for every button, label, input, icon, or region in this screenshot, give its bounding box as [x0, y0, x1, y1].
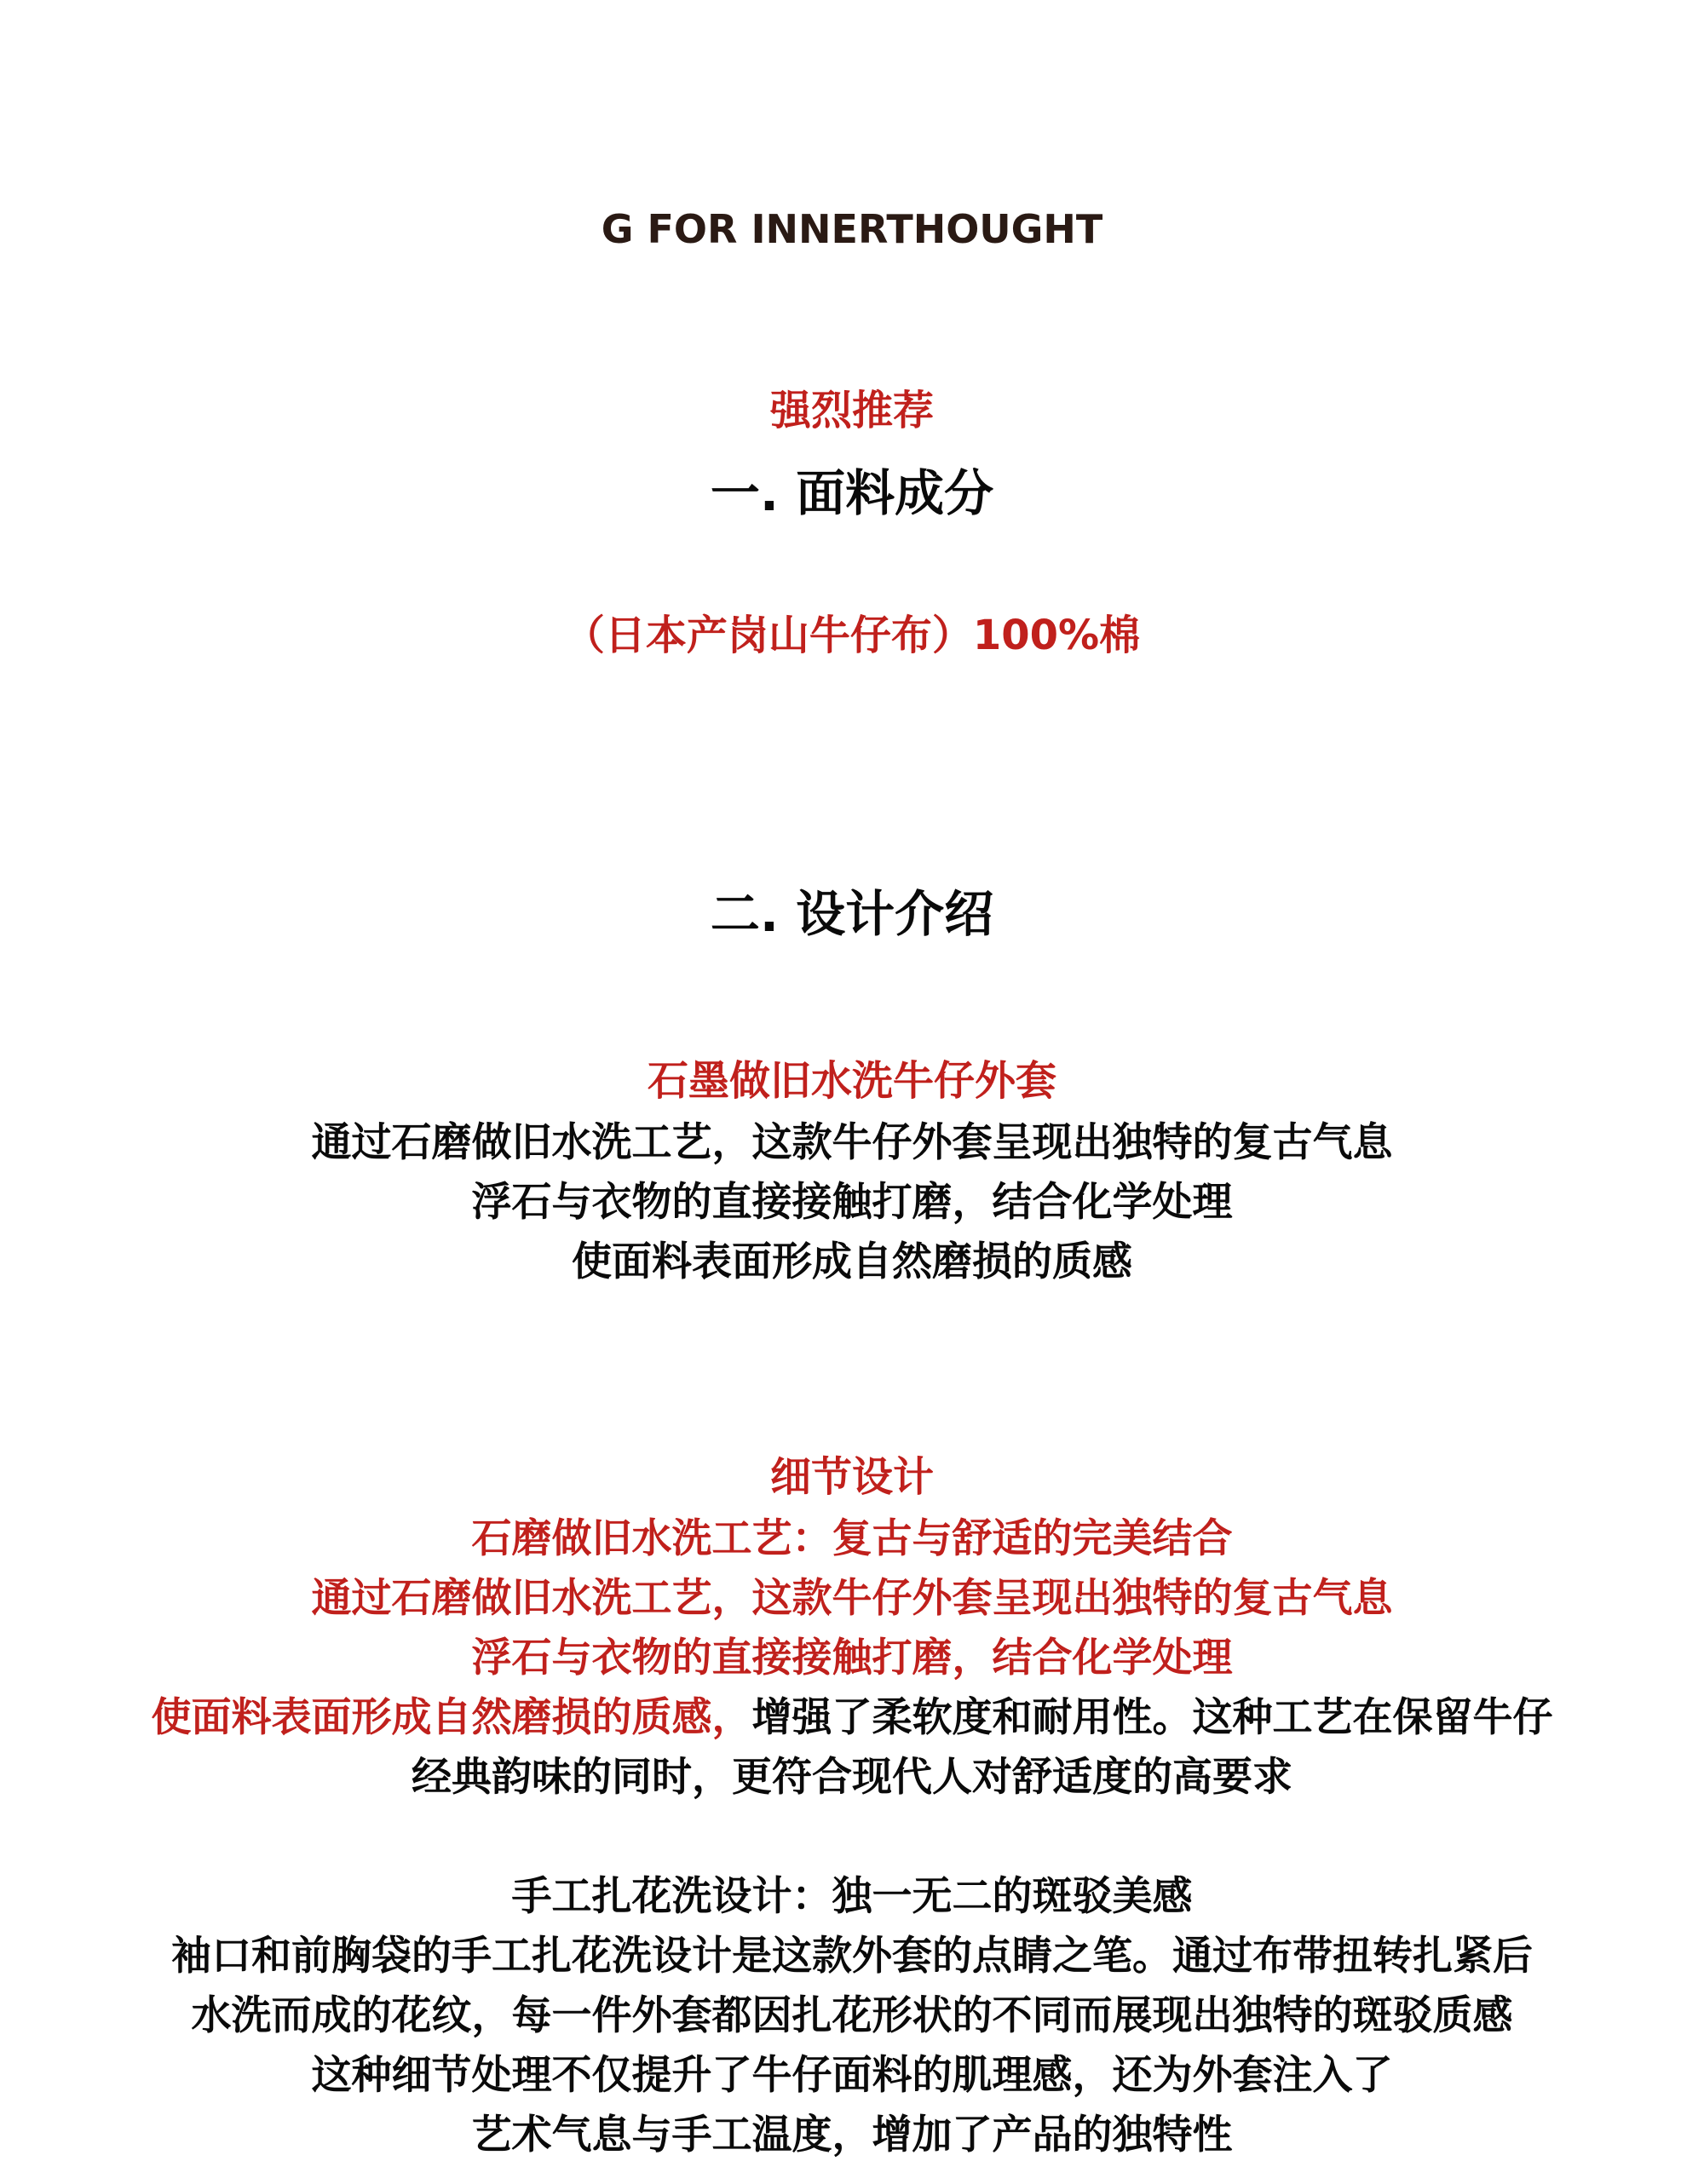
details-red-line: 通过石磨做旧水洗工艺，这款牛仔外套呈现出独特的复古气息	[311, 1575, 1393, 1622]
tie-dye-title: 手工扎花洗设计：独一无二的斑驳美感	[511, 1873, 1193, 1920]
fabric-heading: 一. 面料成分	[710, 464, 994, 522]
design-heading: 二. 设计介绍	[710, 885, 994, 943]
product-title: 石墨做旧水洗牛仔外套	[647, 1057, 1056, 1105]
details-mixed-black: 增强了柔软度和耐用性。这种工艺在保留牛仔	[751, 1694, 1553, 1741]
details-mixed-red: 使面料表面形成自然磨损的质感，	[151, 1694, 752, 1741]
tie-dye-line: 艺术气息与手工温度，增加了产品的独特性	[471, 2112, 1233, 2158]
tie-dye-line: 水洗而成的花纹，每一件外套都因扎花形状的不同而展现出独特的斑驳质感	[191, 1992, 1513, 2039]
product-desc-line: 使面料表面形成自然磨损的质感	[572, 1239, 1132, 1285]
tie-dye-line: 袖口和前胸袋的手工扎花洗设计是这款外套的点睛之笔。通过布带扭转扎紧后	[171, 1933, 1533, 1980]
details-closing-line: 经典韵味的同时，更符合现代人对舒适度的高要求	[412, 1754, 1292, 1801]
details-title: 细节设计	[769, 1453, 934, 1501]
product-desc-line: 浮石与衣物的直接接触打磨，结合化学处理	[471, 1179, 1233, 1226]
product-desc-line: 通过石磨做旧水洗工艺，这款牛仔外套呈现出独特的复古气息	[311, 1119, 1393, 1166]
details-red-line: 浮石与衣物的直接接触打磨，结合化学处理	[471, 1635, 1233, 1681]
brand-title: G FOR INNERTHOUGHT	[601, 206, 1103, 252]
details-red-line: 石磨做旧水洗工艺：复古与舒适的完美结合	[471, 1515, 1233, 1562]
tie-dye-line: 这种细节处理不仅提升了牛仔面料的肌理感，还为外套注入了	[311, 2052, 1393, 2099]
fabric-composition: （日本产岗山牛仔布）100%棉	[563, 612, 1141, 659]
recommend-tag: 强烈推荐	[769, 387, 934, 434]
details-mixed-line	[0, 1694, 1704, 1741]
